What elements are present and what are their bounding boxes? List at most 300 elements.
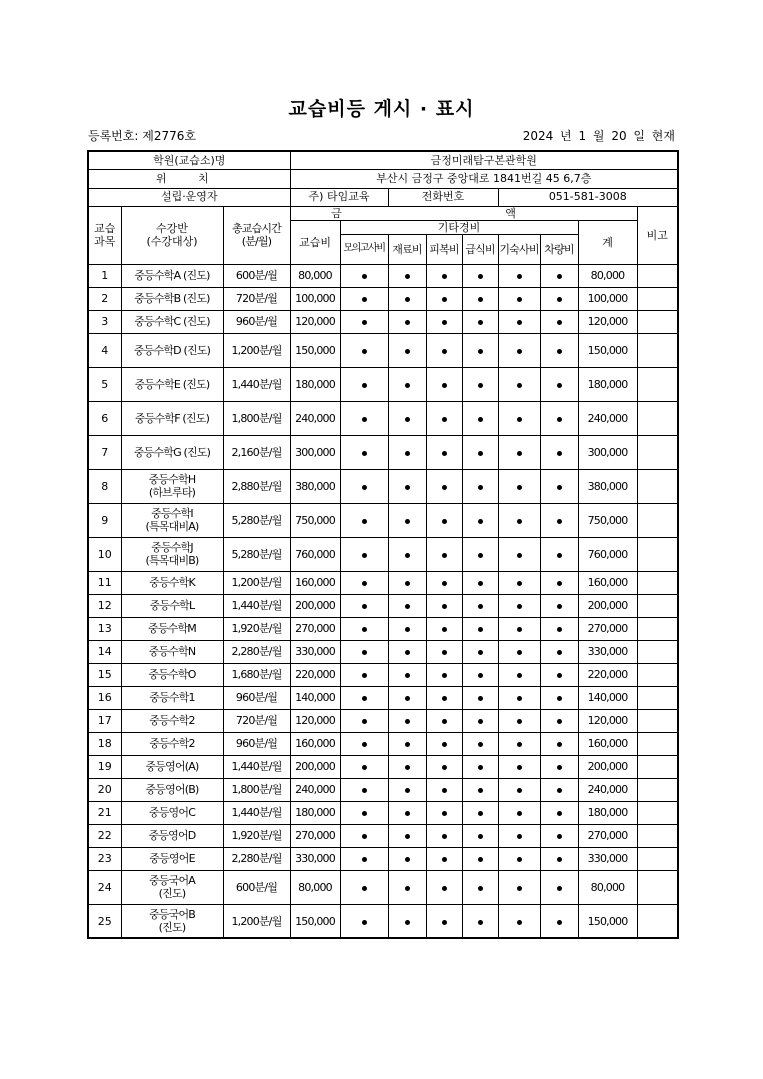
row-mock-cost	[340, 778, 388, 801]
bullet-icon	[557, 519, 562, 524]
row-total: 240,000	[578, 778, 637, 801]
row-vehicle-cost	[540, 401, 578, 435]
bullet-icon	[517, 788, 522, 793]
row-tuition: 760,000	[290, 537, 340, 571]
row-total: 150,000	[578, 904, 637, 938]
row-number: 20	[88, 778, 121, 801]
bullet-icon	[362, 811, 367, 816]
row-material-cost	[388, 401, 426, 435]
row-meal-cost	[462, 801, 498, 824]
row-number: 10	[88, 537, 121, 571]
row-tuition: 300,000	[290, 435, 340, 469]
bullet-icon	[362, 696, 367, 701]
bullet-icon	[442, 274, 447, 279]
row-material-cost	[388, 469, 426, 503]
bullet-icon	[442, 297, 447, 302]
bullet-icon	[362, 349, 367, 354]
bullet-icon	[362, 417, 367, 422]
bullet-icon	[478, 627, 483, 632]
row-note	[637, 617, 678, 640]
bullet-icon	[557, 857, 562, 862]
bullet-icon	[478, 742, 483, 747]
header-note: 비고	[637, 206, 678, 264]
row-hours: 960분/월	[223, 686, 290, 709]
bullet-icon	[442, 519, 447, 524]
row-hours: 1,920분/월	[223, 617, 290, 640]
row-course: 중등수학N	[121, 640, 223, 663]
table-row	[88, 435, 678, 469]
row-hours: 5,280분/월	[223, 503, 290, 537]
operator-label: 설립·운영자	[88, 188, 290, 206]
row-number: 23	[88, 847, 121, 870]
bullet-icon	[517, 650, 522, 655]
bullet-icon	[557, 673, 562, 678]
bullet-icon	[517, 811, 522, 816]
row-note	[637, 310, 678, 333]
info-row-name	[88, 151, 678, 169]
row-course: 중등수학O	[121, 663, 223, 686]
table-row	[88, 778, 678, 801]
bullet-icon	[362, 920, 367, 925]
bullet-icon	[557, 451, 562, 456]
bullet-icon	[478, 650, 483, 655]
row-vehicle-cost	[540, 571, 578, 594]
row-dorm-cost	[498, 640, 540, 663]
row-course: 중등영어(A)	[121, 755, 223, 778]
bullet-icon	[478, 274, 483, 279]
table-row	[88, 801, 678, 824]
bullet-icon	[517, 581, 522, 586]
row-clothing-cost	[426, 732, 462, 755]
row-number: 2	[88, 287, 121, 310]
row-number: 22	[88, 824, 121, 847]
row-note	[637, 640, 678, 663]
row-total: 180,000	[578, 367, 637, 401]
row-hours: 2,280분/월	[223, 640, 290, 663]
header-material: 재료비	[388, 234, 426, 264]
academy-name-value: 금정미래탐구본관학원	[290, 151, 678, 169]
bullet-icon	[478, 696, 483, 701]
row-mock-cost	[340, 904, 388, 938]
bullet-icon	[557, 834, 562, 839]
row-meal-cost	[462, 870, 498, 904]
row-tuition: 220,000	[290, 663, 340, 686]
row-vehicle-cost	[540, 778, 578, 801]
row-total: 300,000	[578, 435, 637, 469]
row-clothing-cost	[426, 686, 462, 709]
bullet-icon	[557, 417, 562, 422]
row-clothing-cost	[426, 617, 462, 640]
bullet-icon	[557, 604, 562, 609]
row-clothing-cost	[426, 663, 462, 686]
row-dorm-cost	[498, 401, 540, 435]
row-meal-cost	[462, 640, 498, 663]
row-mock-cost	[340, 686, 388, 709]
row-meal-cost	[462, 824, 498, 847]
bullet-icon	[442, 383, 447, 388]
bullet-icon	[557, 696, 562, 701]
row-total: 330,000	[578, 847, 637, 870]
bullet-icon	[362, 297, 367, 302]
bullet-icon	[517, 857, 522, 862]
bullet-icon	[517, 519, 522, 524]
row-clothing-cost	[426, 469, 462, 503]
bullet-icon	[362, 581, 367, 586]
row-note	[637, 801, 678, 824]
row-mock-cost	[340, 287, 388, 310]
row-hours: 2,880분/월	[223, 469, 290, 503]
row-vehicle-cost	[540, 333, 578, 367]
bullet-icon	[442, 719, 447, 724]
row-number: 18	[88, 732, 121, 755]
row-tuition: 80,000	[290, 870, 340, 904]
row-note	[637, 778, 678, 801]
bullet-icon	[517, 349, 522, 354]
table-row	[88, 264, 678, 287]
bullet-icon	[362, 274, 367, 279]
header-hours: 총교습시간 (분/월)	[223, 206, 290, 264]
row-vehicle-cost	[540, 709, 578, 732]
row-course: 중등수학F (진도)	[121, 401, 223, 435]
row-hours: 1,440분/월	[223, 755, 290, 778]
location-label: 위 치	[88, 169, 290, 188]
table-row	[88, 755, 678, 778]
row-mock-cost	[340, 709, 388, 732]
registration-number: 등록번호: 제2776호	[88, 129, 196, 143]
row-material-cost	[388, 594, 426, 617]
bullet-icon	[478, 811, 483, 816]
row-hours: 600분/월	[223, 870, 290, 904]
info-row-operator	[88, 188, 678, 206]
bullet-icon	[517, 673, 522, 678]
row-clothing-cost	[426, 310, 462, 333]
row-total: 100,000	[578, 287, 637, 310]
bullet-icon	[478, 451, 483, 456]
row-mock-cost	[340, 503, 388, 537]
bullet-icon	[362, 719, 367, 724]
bullet-icon	[405, 274, 410, 279]
bullet-icon	[405, 417, 410, 422]
row-number: 12	[88, 594, 121, 617]
row-tuition: 100,000	[290, 287, 340, 310]
row-number: 5	[88, 367, 121, 401]
row-vehicle-cost	[540, 264, 578, 287]
row-clothing-cost	[426, 571, 462, 594]
row-dorm-cost	[498, 367, 540, 401]
bullet-icon	[405, 485, 410, 490]
bullet-icon	[557, 320, 562, 325]
row-tuition: 330,000	[290, 640, 340, 663]
row-number: 25	[88, 904, 121, 938]
row-vehicle-cost	[540, 594, 578, 617]
bullet-icon	[442, 857, 447, 862]
table-row	[88, 594, 678, 617]
table-row	[88, 732, 678, 755]
row-hours: 1,200분/월	[223, 333, 290, 367]
row-dorm-cost	[498, 503, 540, 537]
row-material-cost	[388, 367, 426, 401]
bullet-icon	[478, 673, 483, 678]
bullet-icon	[405, 886, 410, 891]
bullet-icon	[442, 742, 447, 747]
row-material-cost	[388, 709, 426, 732]
table-row	[88, 847, 678, 870]
bullet-icon	[362, 788, 367, 793]
row-tuition: 330,000	[290, 847, 340, 870]
row-mock-cost	[340, 732, 388, 755]
row-vehicle-cost	[540, 503, 578, 537]
row-vehicle-cost	[540, 801, 578, 824]
table-row	[88, 367, 678, 401]
row-course: 중등국어A (진도)	[121, 870, 223, 904]
row-hours: 720분/월	[223, 287, 290, 310]
row-hours: 1,800분/월	[223, 401, 290, 435]
row-tuition: 150,000	[290, 904, 340, 938]
table-row	[88, 401, 678, 435]
row-dorm-cost	[498, 264, 540, 287]
bullet-icon	[442, 553, 447, 558]
header-dormitory: 기숙사비	[498, 234, 540, 264]
bullet-icon	[405, 673, 410, 678]
row-dorm-cost	[498, 594, 540, 617]
row-course: 중등수학J (특목대비B)	[121, 537, 223, 571]
row-course: 중등수학C (진도)	[121, 310, 223, 333]
row-note	[637, 904, 678, 938]
bullet-icon	[517, 886, 522, 891]
row-tuition: 160,000	[290, 732, 340, 755]
row-material-cost	[388, 310, 426, 333]
row-clothing-cost	[426, 594, 462, 617]
row-meal-cost	[462, 537, 498, 571]
bullet-icon	[557, 920, 562, 925]
bullet-icon	[557, 765, 562, 770]
row-meal-cost	[462, 435, 498, 469]
row-course: 중등수학D (진도)	[121, 333, 223, 367]
bullet-icon	[442, 811, 447, 816]
row-total: 140,000	[578, 686, 637, 709]
row-total: 270,000	[578, 824, 637, 847]
bullet-icon	[557, 811, 562, 816]
row-tuition: 120,000	[290, 310, 340, 333]
row-mock-cost	[340, 617, 388, 640]
table-row	[88, 663, 678, 686]
row-course: 중등국어B (진도)	[121, 904, 223, 938]
row-meal-cost	[462, 264, 498, 287]
bullet-icon	[442, 349, 447, 354]
row-vehicle-cost	[540, 287, 578, 310]
header-row-1	[88, 206, 678, 220]
bullet-icon	[362, 650, 367, 655]
row-clothing-cost	[426, 503, 462, 537]
row-course: 중등수학K	[121, 571, 223, 594]
bullet-icon	[405, 297, 410, 302]
row-mock-cost	[340, 469, 388, 503]
row-meal-cost	[462, 287, 498, 310]
row-material-cost	[388, 732, 426, 755]
row-note	[637, 367, 678, 401]
bullet-icon	[478, 383, 483, 388]
bullet-icon	[405, 857, 410, 862]
row-material-cost	[388, 617, 426, 640]
table-row	[88, 571, 678, 594]
row-vehicle-cost	[540, 640, 578, 663]
row-note	[637, 824, 678, 847]
row-total: 200,000	[578, 594, 637, 617]
row-hours: 5,280분/월	[223, 537, 290, 571]
bullet-icon	[478, 719, 483, 724]
bullet-icon	[405, 788, 410, 793]
table-row	[88, 824, 678, 847]
header-tuition: 교습비	[290, 220, 340, 264]
row-total: 380,000	[578, 469, 637, 503]
row-dorm-cost	[498, 537, 540, 571]
row-tuition: 750,000	[290, 503, 340, 537]
row-vehicle-cost	[540, 686, 578, 709]
row-tuition: 120,000	[290, 709, 340, 732]
row-number: 24	[88, 870, 121, 904]
row-number: 19	[88, 755, 121, 778]
row-vehicle-cost	[540, 824, 578, 847]
row-tuition: 200,000	[290, 594, 340, 617]
row-hours: 1,680분/월	[223, 663, 290, 686]
bullet-icon	[442, 696, 447, 701]
table-row	[88, 709, 678, 732]
bullet-icon	[478, 297, 483, 302]
table-row	[88, 469, 678, 503]
row-dorm-cost	[498, 686, 540, 709]
row-number: 17	[88, 709, 121, 732]
row-material-cost	[388, 503, 426, 537]
row-material-cost	[388, 663, 426, 686]
row-mock-cost	[340, 264, 388, 287]
page-title: 교습비등 게시 · 표시	[288, 98, 475, 120]
row-number: 15	[88, 663, 121, 686]
row-clothing-cost	[426, 824, 462, 847]
bullet-icon	[442, 451, 447, 456]
table-row	[88, 904, 678, 938]
row-mock-cost	[340, 367, 388, 401]
bullet-icon	[557, 886, 562, 891]
row-mock-cost	[340, 435, 388, 469]
bullet-icon	[362, 834, 367, 839]
row-note	[637, 401, 678, 435]
row-clothing-cost	[426, 709, 462, 732]
row-total: 180,000	[578, 801, 637, 824]
row-vehicle-cost	[540, 904, 578, 938]
row-material-cost	[388, 686, 426, 709]
table-row	[88, 870, 678, 904]
row-mock-cost	[340, 870, 388, 904]
bullet-icon	[557, 742, 562, 747]
bullet-icon	[362, 604, 367, 609]
row-mock-cost	[340, 310, 388, 333]
row-course: 중등수학I (특목대비A)	[121, 503, 223, 537]
row-meal-cost	[462, 367, 498, 401]
header-other-costs: 기타경비	[340, 220, 578, 234]
header-clothing: 피복비	[426, 234, 462, 264]
bullet-icon	[442, 627, 447, 632]
row-number: 9	[88, 503, 121, 537]
bullet-icon	[478, 519, 483, 524]
bullet-icon	[442, 788, 447, 793]
row-course: 중등영어E	[121, 847, 223, 870]
row-vehicle-cost	[540, 663, 578, 686]
row-total: 270,000	[578, 617, 637, 640]
row-number: 11	[88, 571, 121, 594]
row-note	[637, 571, 678, 594]
table-row	[88, 537, 678, 571]
row-dorm-cost	[498, 870, 540, 904]
row-mock-cost	[340, 801, 388, 824]
academy-name-label: 학원(교습소)명	[88, 151, 290, 169]
bullet-icon	[442, 765, 447, 770]
row-tuition: 200,000	[290, 755, 340, 778]
row-meal-cost	[462, 503, 498, 537]
row-clothing-cost	[426, 401, 462, 435]
table-row	[88, 686, 678, 709]
header-amount: 금 액	[290, 206, 637, 220]
row-number: 8	[88, 469, 121, 503]
table-row	[88, 617, 678, 640]
row-vehicle-cost	[540, 870, 578, 904]
table-row	[88, 333, 678, 367]
row-clothing-cost	[426, 755, 462, 778]
bullet-icon	[442, 485, 447, 490]
row-clothing-cost	[426, 640, 462, 663]
bullet-icon	[478, 604, 483, 609]
bullet-icon	[517, 604, 522, 609]
row-material-cost	[388, 435, 426, 469]
header-vehicle: 차량비	[540, 234, 578, 264]
row-meal-cost	[462, 709, 498, 732]
row-note	[637, 594, 678, 617]
row-material-cost	[388, 778, 426, 801]
row-course: 중등수학L	[121, 594, 223, 617]
row-total: 760,000	[578, 537, 637, 571]
bullet-icon	[517, 627, 522, 632]
row-hours: 1,440분/월	[223, 594, 290, 617]
row-mock-cost	[340, 755, 388, 778]
row-clothing-cost	[426, 287, 462, 310]
bullet-icon	[557, 383, 562, 388]
row-material-cost	[388, 904, 426, 938]
row-tuition: 150,000	[290, 333, 340, 367]
bullet-icon	[362, 485, 367, 490]
bullet-icon	[405, 742, 410, 747]
row-dorm-cost	[498, 755, 540, 778]
row-dorm-cost	[498, 435, 540, 469]
row-dorm-cost	[498, 732, 540, 755]
row-note	[637, 686, 678, 709]
row-meal-cost	[462, 686, 498, 709]
row-material-cost	[388, 640, 426, 663]
bullet-icon	[517, 417, 522, 422]
bullet-icon	[362, 320, 367, 325]
row-hours: 1,200분/월	[223, 904, 290, 938]
row-clothing-cost	[426, 904, 462, 938]
bullet-icon	[405, 553, 410, 558]
bullet-icon	[405, 349, 410, 354]
row-course: 중등영어C	[121, 801, 223, 824]
bullet-icon	[405, 650, 410, 655]
bullet-icon	[478, 553, 483, 558]
bullet-icon	[405, 627, 410, 632]
bullet-icon	[405, 451, 410, 456]
bullet-icon	[557, 297, 562, 302]
operator-value: 주) 타임교육	[290, 188, 388, 206]
row-clothing-cost	[426, 333, 462, 367]
row-hours: 720분/월	[223, 709, 290, 732]
